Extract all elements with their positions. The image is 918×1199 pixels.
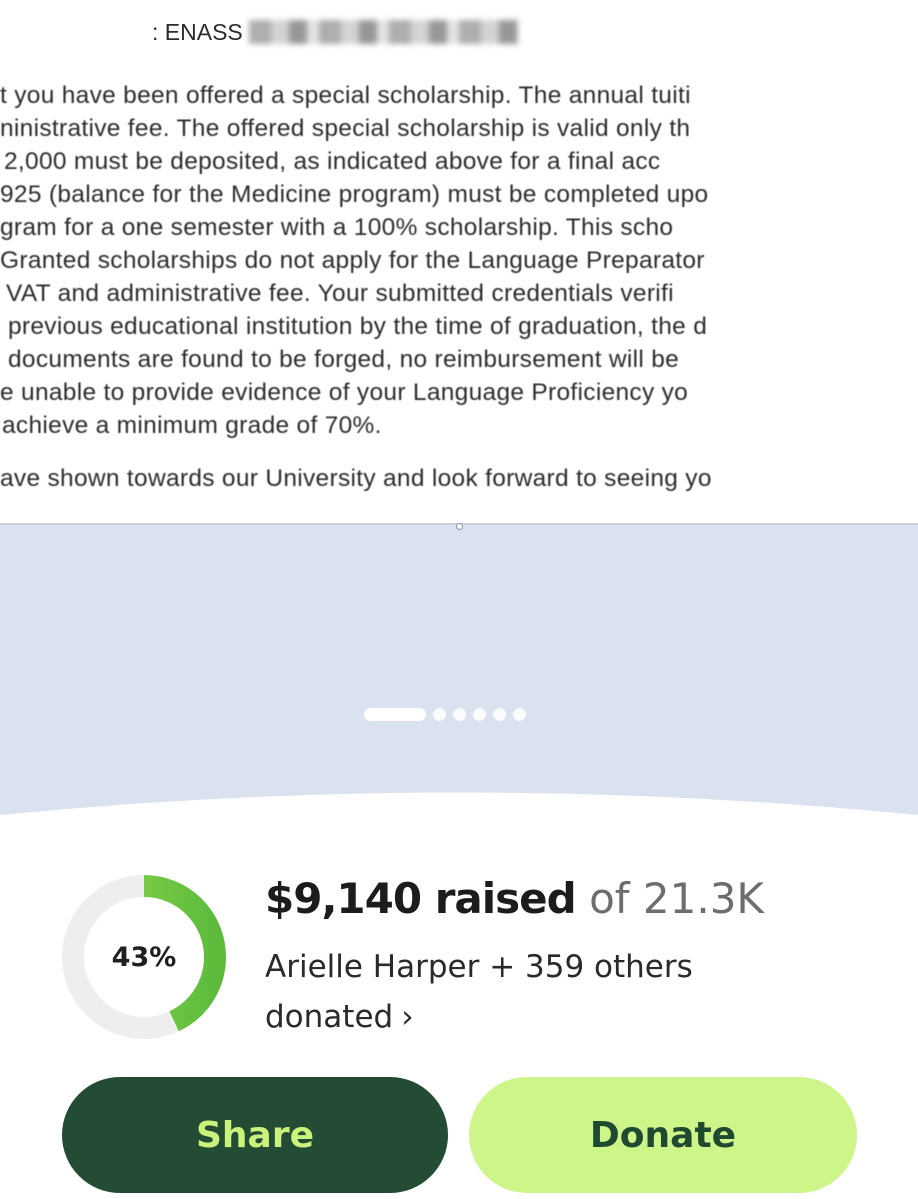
carousel-dot-active[interactable] [364, 708, 426, 721]
carousel-dot[interactable] [433, 708, 446, 721]
goal-amount: of 21.3K [589, 874, 764, 923]
letter-line: t you have been offered a special scholarship. The annual tuiti [0, 82, 691, 109]
letter-header [152, 16, 519, 48]
image-edge-marker [456, 523, 463, 530]
hero-bottom-curve [0, 780, 918, 830]
letter-header-label: : ENASS [152, 18, 243, 45]
donated-label: donated [265, 999, 394, 1035]
letter-line: 2,000 must be deposited, as indicated above for a final acc [4, 148, 661, 175]
redacted-name [249, 20, 519, 44]
donors-link[interactable] [265, 942, 825, 1042]
carousel-dot[interactable] [513, 708, 526, 721]
carousel-pagination [364, 706, 526, 722]
letter-line: e unable to provide evidence of your Language Proficiency yo [0, 379, 689, 406]
carousel-dot[interactable] [453, 708, 466, 721]
letter-line: achieve a minimum grade of 70%. [2, 412, 382, 439]
letter-line: ave shown towards our University and look forward to seeing yo [0, 465, 712, 492]
letter-line: ninistrative fee. The offered special scholarship is valid only th [0, 115, 691, 142]
progress-percent: 43% [111, 941, 177, 973]
letter-line: previous educational institution by the time of graduation, the d [8, 313, 708, 340]
share-button[interactable]: Share [62, 1077, 448, 1193]
donate-button[interactable]: Donate [469, 1077, 857, 1193]
chevron-right-icon: › [401, 999, 414, 1035]
scholarship-letter-image [0, 0, 918, 524]
raised-summary [265, 874, 764, 923]
carousel-dot[interactable] [473, 708, 486, 721]
fundraising-progress [0, 860, 918, 1060]
carousel-dot[interactable] [493, 708, 506, 721]
letter-line: documents are found to be forged, no reimbursement will be [8, 346, 680, 373]
letter-line: gram for a one semester with a 100% scholarship. This scho [0, 214, 674, 241]
donors-summary: Arielle Harper + 359 others [265, 949, 693, 985]
letter-line: Granted scholarships do not apply for the Language Preparator [0, 247, 705, 274]
raised-amount: $9,140 raised [265, 874, 576, 923]
letter-line: 925 (balance for the Medicine program) must be completed upo [0, 181, 709, 208]
letter-line: VAT and administrative fee. Your submitted credentials verifi [6, 280, 674, 307]
